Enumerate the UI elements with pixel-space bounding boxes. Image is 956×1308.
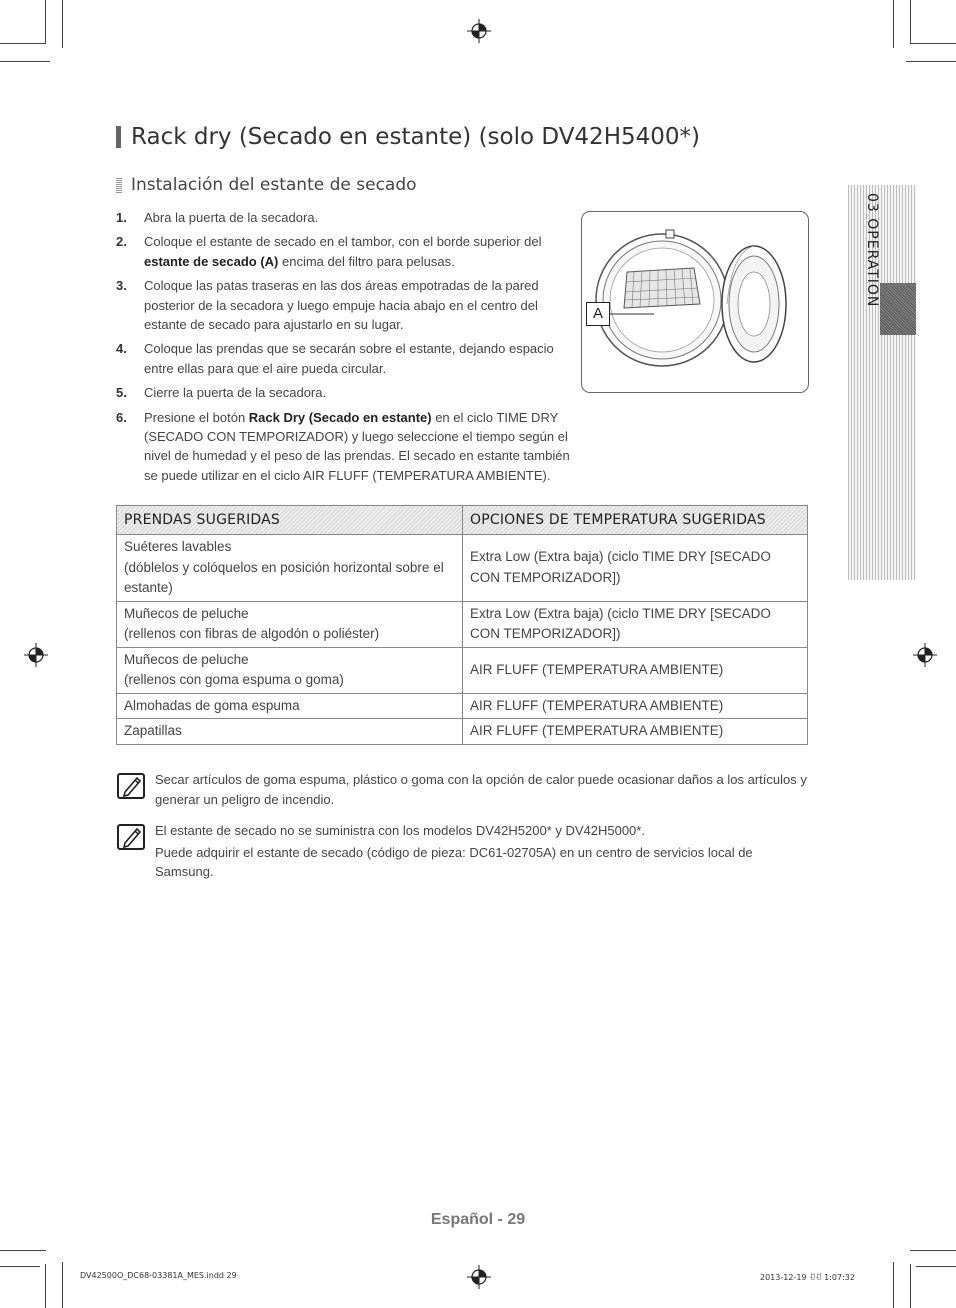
note-line: El estante de secado no se suministra con los modelos DV42H5200* y DV42H5000*. — [155, 823, 645, 838]
crop-mark — [893, 0, 894, 48]
date-slug: 2013-12-19 ꀀꀀ 1:07:32 — [760, 1273, 855, 1282]
title-bar — [116, 126, 121, 148]
step-text — [144, 383, 578, 402]
step-text — [144, 276, 578, 334]
crop-mark — [0, 1266, 40, 1267]
item-cell — [117, 719, 463, 745]
page-number: Español - 29 — [430, 1211, 526, 1228]
crop-mark — [62, 0, 63, 48]
table-row — [117, 719, 808, 745]
section-title — [116, 173, 417, 197]
suggested-items-table — [116, 505, 808, 745]
callout-label: A — [586, 302, 610, 326]
step-number: 1. — [116, 210, 127, 225]
instruction-steps — [116, 208, 578, 490]
table-row — [117, 693, 808, 719]
step-text-part: Cierre la puerta de la secadora. — [144, 385, 327, 401]
item-cell — [117, 647, 463, 693]
side-tab-label: 03 OPERATION — [864, 193, 880, 308]
item-cell — [117, 601, 463, 647]
step-item — [116, 232, 578, 271]
crop-mark — [893, 1262, 894, 1308]
note-pencil-icon — [116, 821, 147, 852]
section-side-tab — [848, 185, 916, 580]
crop-mark — [916, 1266, 956, 1267]
step-text — [144, 408, 578, 486]
step-text-part: Presione el botón — [144, 409, 249, 425]
page-title — [116, 120, 700, 154]
step-text — [144, 339, 578, 378]
step-text-part: Abra la puerta de la secadora. — [144, 210, 319, 225]
step-item — [116, 208, 578, 227]
item-line: (rellenos con goma espuma o goma) — [124, 672, 344, 687]
item-line: Muñecos de peluche — [124, 605, 249, 621]
crop-mark — [0, 43, 46, 44]
registration-mark-icon — [913, 643, 937, 667]
crop-mark — [910, 1250, 956, 1251]
item-cell — [117, 535, 463, 602]
item-line: Zapatillas — [124, 723, 182, 738]
note-pencil-icon — [116, 770, 147, 801]
table-row — [117, 647, 808, 693]
step-text-part: Coloque las patas traseras en las dos áreas empotradas de la pared posterior de la secadora y luego empuje hacia abajo en el centro del estante de secado para ajustarlo en su lugar. — [144, 278, 539, 333]
crop-mark — [910, 0, 911, 44]
dryer-drum-icon — [582, 212, 808, 392]
step-emphasis: Rack Dry (Secado en estante) — [248, 409, 432, 425]
option-cell: Extra Low (Extra baja) (ciclo TIME DRY [SECADO CON TEMPORIZADOR]) — [463, 535, 808, 602]
note-text — [155, 770, 808, 811]
table-row — [117, 601, 808, 647]
item-line: (dóblelos y colóquelos en posición horizontal sobre el estante) — [124, 559, 444, 595]
step-number: 2. — [116, 234, 127, 250]
item-line: (rellenos con fibras de algodón o poliéster) — [124, 626, 380, 641]
step-item — [116, 339, 578, 378]
step-text-part: Coloque el estante de secado en el tambor, con el borde superior del — [144, 234, 542, 250]
crop-mark — [0, 1250, 46, 1251]
step-number: 6. — [116, 409, 127, 425]
option-cell: AIR FLUFF (TEMPERATURA AMBIENTE) — [463, 647, 808, 693]
registration-mark-icon — [467, 1265, 491, 1289]
step-text-part: en el ciclo TIME DRY (SECADO CON TEMPORIZADOR) y luego seleccione el tiempo según el nivel de humedad y el peso de las prendas. El secado en estante también se puede utilizar en el ciclo AIR FLUFF (TEMPERATURA AMBIENTE). — [144, 409, 570, 483]
step-number: 3. — [116, 278, 127, 294]
crop-mark — [906, 61, 956, 62]
crop-mark — [45, 1264, 46, 1308]
note-text — [155, 821, 808, 884]
step-text-part: encima del filtro para pelusas. — [278, 253, 455, 269]
caution-note — [116, 770, 808, 811]
step-text-part: Coloque las prendas que se secarán sobre el estante, dejando espacio entre ellas para que el aire pueda circular. — [144, 341, 554, 376]
file-slug: DV42500O_DC68-03381A_MES.indd 29 — [80, 1271, 237, 1280]
column-header: OPCIONES DE TEMPERATURA SUGERIDAS — [463, 506, 808, 535]
item-line: Muñecos de peluche — [124, 651, 249, 667]
option-cell: AIR FLUFF (TEMPERATURA AMBIENTE) — [463, 693, 808, 719]
crop-mark — [62, 1262, 63, 1308]
step-text — [144, 208, 578, 227]
step-number: 4. — [116, 341, 127, 357]
note-line: Secar artículos de goma espuma, plástico o goma con la opción de calor puede ocasionar daños a los artículos y generar un peligro de incendio. — [155, 772, 807, 807]
page-title-text: Rack dry (Secado en estante) (solo DV42H5400*) — [131, 124, 700, 150]
column-header: PRENDAS SUGERIDAS — [117, 506, 463, 535]
crop-mark — [0, 61, 50, 62]
option-cell: Extra Low (Extra baja) (ciclo TIME DRY [SECADO CON TEMPORIZADOR]) — [463, 601, 808, 647]
info-note — [116, 821, 808, 884]
step-number: 5. — [116, 385, 127, 401]
step-item — [116, 383, 578, 402]
option-cell: AIR FLUFF (TEMPERATURA AMBIENTE) — [463, 719, 808, 745]
subtitle-bar — [116, 177, 122, 193]
step-text — [144, 232, 578, 271]
section-title-text: Instalación del estante de secado — [131, 175, 417, 195]
step-item — [116, 408, 578, 486]
item-line: Suéteres lavables — [124, 539, 232, 554]
table-header-row — [117, 506, 808, 535]
crop-mark — [910, 1264, 911, 1308]
crop-mark — [45, 0, 46, 44]
crop-mark — [910, 43, 956, 44]
step-emphasis: estante de secado (A) — [144, 253, 279, 269]
side-tab-marker — [880, 283, 916, 335]
item-cell — [117, 693, 463, 719]
step-item — [116, 276, 578, 334]
registration-mark-icon — [24, 643, 48, 667]
item-line: Almohadas de goma espuma — [124, 697, 300, 713]
note-line: Puede adquirir el estante de secado (código de pieza: DC61-02705A) en un centro de servicios local de Samsung. — [155, 844, 753, 879]
dryer-illustration — [581, 211, 809, 393]
registration-mark-icon — [467, 19, 491, 43]
table-row — [117, 535, 808, 602]
